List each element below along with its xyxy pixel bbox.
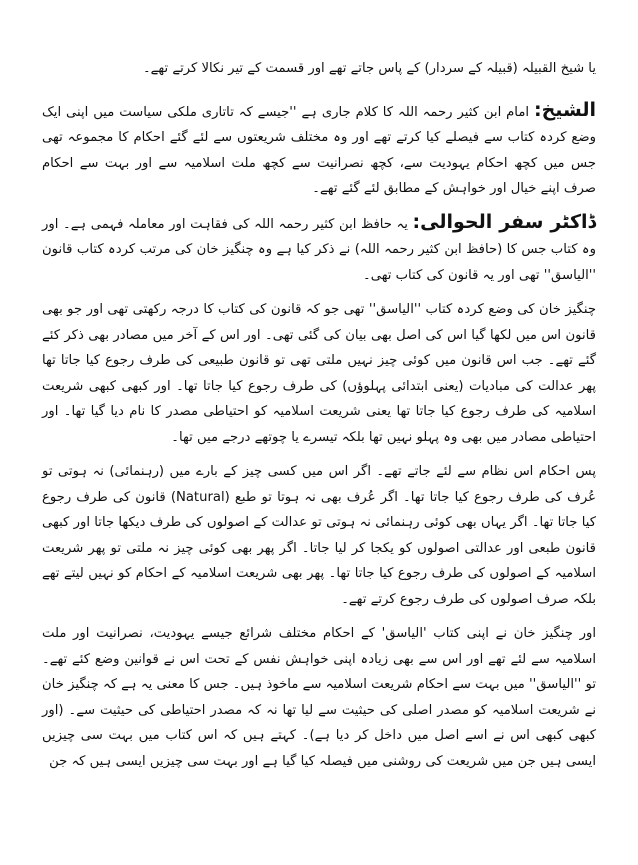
- paragraph-2: [42, 99, 596, 202]
- paragraph-4: [42, 297, 596, 450]
- paragraph-6: [42, 621, 596, 774]
- paragraph-3: [42, 211, 596, 289]
- paragraph-2-text: امام ابن کثیر رحمہ اللہ کا کلام جاری ہے ''جیسے کہ تاتاری ملکی سیاست میں اپنی ایک وضع کردہ کتاب سے فیصلے کیا کرتے تھے اور وہ مختلف شریعتوں سے لئے گئے احکام کا مجموعہ تھی جس میں کچھ احکام یہودیت سے، کچھ نصرانیت سے کچھ ملت اسلامیہ سے اور بہت سے احکام صرف اپنے خیال اور خواہش کے مطابق لئے گئے تھے۔: [42, 104, 596, 196]
- paragraph-2-heading: الشیخ:: [533, 98, 596, 121]
- paragraph-1: [42, 56, 596, 82]
- paragraph-4-text: چنگیز خان کی وضع کردہ کتاب ''الیاسق'' تھی جو کہ قانون کی کتاب کا درجہ رکھتی تھی اور جو بھی قانون اس میں لکھا گیا اس کی اصل بھی بیان کی گئی تھی۔ اور اس کے آخر میں مصادر بھی ذکر کئے گئے تھے۔ جب اس قانون میں کوئی چیز نہیں ملتی تھی تو قانون طبیعی کی طرف رجوع کیا جاتا تھا پھر عدالت کی مبادیات (یعنی ابتدائی پہلوؤں) کی طرف رجوع کیا جاتا تھا۔ اور کبھی کبھی شریعت اسلامیہ کی طرف رجوع کیا جاتا تھا یعنی شریعت اسلامیہ کو احتیاطی مصدر کا نام دیا گیا تھا۔ اور احتیاطی مصادر میں بھی وہ پہلو نہیں تھا بلکہ تیسرے یا چوتھے درجے میں تھا۔: [42, 302, 596, 445]
- paragraph-6-text: اور چنگیز خان نے اپنی کتاب 'الیاسق' کے احکام مختلف شرائع جیسے یہودیت، نصرانیت اور ملت اسلامیہ سے لئے تھے اور اس سے بھی زیادہ اپنی خواہش نفس کے تحت اس نے قوانین وضع کئے تھے۔ تو ''الیاسق'' میں بہت سے احکام شریعت اسلامیہ سے ماخوذ ہیں۔ جس کا معنی یہ ہے کہ چنگیز خان نے شریعت اسلامیہ کو مصدر اصلی کی حیثیت سے لیا تھا نہ کہ مصدر احتیاطی کی حیثیت سے۔ (اور کبھی کبھی اس نے اسے اصل میں داخل کر دیا ہے)۔ کہتے ہیں کہ اس کتاب میں بہت سی چیزیں ایسی ہیں جن میں شریعت کی روشنی میں فیصلہ کیا گیا ہے اور بہت سی چیزیں ایسی ہیں کہ جن: [42, 626, 596, 769]
- paragraph-3-text: یہ حافظ ابن کثیر رحمہ اللہ کی فقاہت اور معاملہ فہمی ہے۔ اور وہ کتاب جس کا (حافظ ابن کثیر رحمہ اللہ) نے ذکر کیا ہے وہ چنگیز خان کی مرتب کردہ کتاب قانون ''الیاسق'' تھی اور یہ قانون کی کتاب تھی۔: [42, 216, 596, 283]
- paragraph-5: [42, 459, 596, 612]
- paragraph-3-heading: ڈاکٹر سفر الحوالی:: [412, 210, 596, 233]
- paragraph-5-text: پس احکام اس نظام سے لئے جاتے تھے۔ اگر اس میں کسی چیز کے بارے میں (رہنمائی) نہ ہوتی تو عُرف کی طرف رجوع کیا جاتا تھا۔ اگر عُرف بھی نہ ہوتا تو طبع (Natural) قانون کی طرف رجوع کیا جاتا تھا۔ اگر یہاں بھی کوئی رہنمائی نہ ہوتی تو عدالت کے اصولوں کی طرف دیکھا جاتا اور کبھی قانون طبعی اور عدالتی اصولوں کو یکجا کر لیا جاتا۔ اگر پھر بھی کوئی چیز نہ ملتی تو پھر شریعت اسلامیہ کے اصولوں کی طرف رجوع کیا جاتا تھا۔ پھر بھی شریعت اسلامیہ کے احکام کو نہیں لیتے تھے بلکہ صرف اصولوں کی طرف رجوع کرتے تھے۔: [42, 464, 596, 607]
- paragraph-1-text: یا شیخ القبیلہ (قبیلہ کے سردار) کے پاس جاتے تھے اور قسمت کے تیر نکالا کرتے تھے۔: [142, 61, 596, 76]
